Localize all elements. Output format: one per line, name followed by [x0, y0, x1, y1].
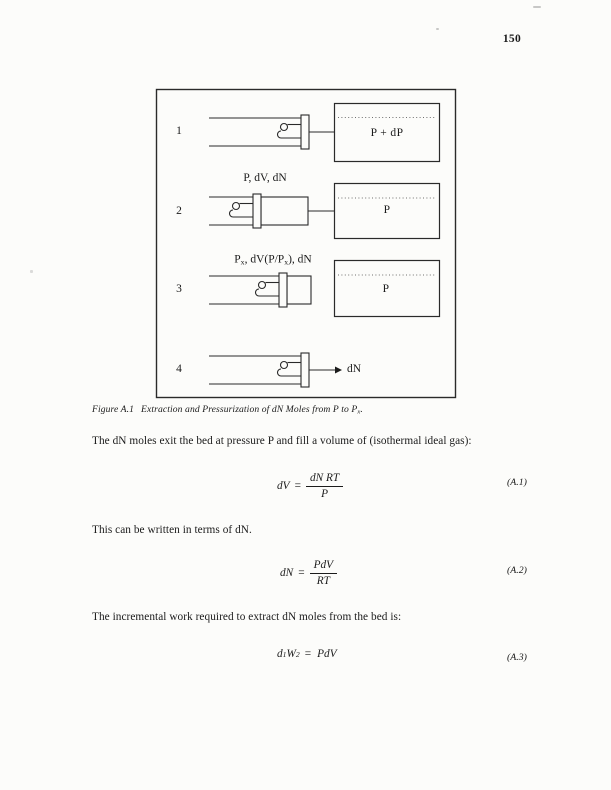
piston-handle-ring-3	[259, 282, 266, 289]
eq3-d: d	[277, 648, 283, 660]
eq1-numerator: dN RT	[306, 472, 343, 487]
piston-head-4	[301, 353, 309, 387]
page-number: 150	[502, 33, 521, 45]
tank-label-1: P + dP	[370, 127, 404, 139]
caption-subscript-x: x	[357, 408, 361, 416]
piston-head-3	[279, 273, 287, 307]
caption-text: Extraction and Pressurization of dN Moles from P to P	[141, 404, 358, 415]
row-number-4: 4	[176, 363, 182, 375]
caption-period: .	[360, 404, 363, 415]
eq1-lhs: dV	[277, 480, 290, 492]
eq3-subscript-2: 2	[295, 649, 300, 659]
eq3-rhs: PdV	[317, 648, 337, 660]
equation-a1	[277, 468, 343, 504]
piston-head-2	[253, 194, 261, 228]
eq2-lhs: dN	[280, 567, 294, 579]
label-p: P	[234, 253, 241, 266]
row-number-3: 3	[176, 283, 182, 295]
equation-a2	[280, 555, 337, 591]
scan-speck	[436, 28, 439, 30]
caption-number: Figure A.1	[92, 404, 135, 415]
piston-cylinder-2	[209, 194, 334, 228]
eq2-fraction	[310, 559, 337, 588]
equation-a3	[277, 646, 337, 662]
piston-head-1	[301, 115, 309, 149]
eq3-w: W	[286, 648, 296, 660]
label-subscript-x: x	[240, 257, 245, 267]
eq1-denominator: P	[321, 487, 328, 500]
piston-cylinder-3	[209, 273, 311, 307]
piston-handle-ring-1	[281, 124, 288, 131]
dn-arrow-label: dN	[347, 363, 362, 375]
row-number-1: 1	[176, 125, 182, 137]
figure-caption	[92, 404, 363, 415]
eq2-equals: =	[298, 567, 305, 579]
gas-volume-2	[261, 197, 308, 225]
piston-cylinder-4	[209, 353, 342, 387]
equation-tag-a1: (A.1)	[507, 477, 527, 488]
scan-speck	[533, 6, 541, 8]
tank-label-3: P	[382, 283, 390, 295]
eq1-equals: =	[294, 480, 301, 492]
paragraph-2: This can be written in terms of dN.	[92, 524, 252, 536]
piston-handle-ring-4	[281, 362, 288, 369]
row-number-2: 2	[176, 205, 182, 217]
piston-handle-ring-2	[233, 203, 240, 210]
eq3-equals: =	[304, 648, 312, 660]
cylinder-label-row2: P, dV, dN	[243, 172, 287, 184]
eq3-subscript-1: 1	[282, 649, 287, 659]
paragraph-3: The incremental work required to extract dN moles from the bed is:	[92, 611, 402, 623]
gas-volume-3	[287, 276, 311, 304]
eq2-numerator: PdV	[310, 559, 337, 574]
cylinder-label-row3	[234, 254, 311, 267]
scan-speck	[30, 270, 33, 273]
eq1-fraction	[306, 472, 343, 501]
figure-a1-diagram	[150, 85, 470, 410]
label-end: ), dN	[288, 253, 312, 266]
piston-cylinder-1	[209, 115, 334, 149]
equation-tag-a2: (A.2)	[507, 565, 527, 576]
eq2-denominator: RT	[316, 574, 330, 587]
tank-label-2: P	[383, 204, 391, 216]
equation-tag-a3: (A.3)	[507, 652, 527, 663]
paragraph-1: The dN moles exit the bed at pressure P and fill a volume of (isothermal ideal gas):	[92, 435, 472, 447]
dn-arrowhead	[335, 367, 342, 374]
label-mid: , dV(P/P	[244, 253, 285, 266]
label-subscript-x: x	[284, 257, 289, 267]
